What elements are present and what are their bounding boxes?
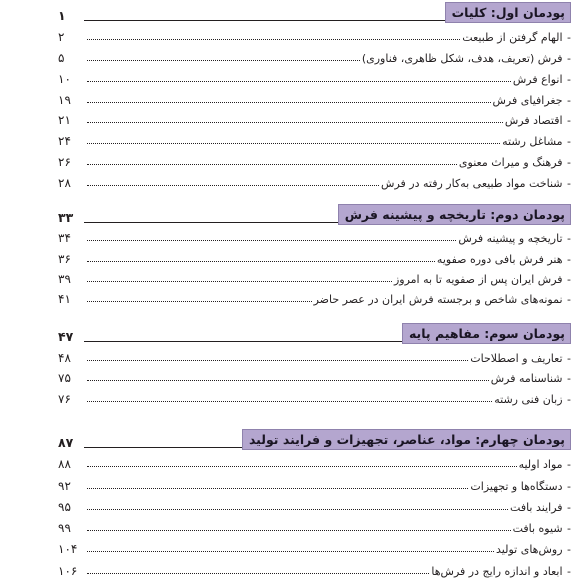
toc-entry-label (457, 156, 571, 169)
section-page-number: ۴۷ (58, 329, 74, 344)
toc-entry[interactable] (58, 385, 571, 406)
toc-entry-label (489, 372, 571, 385)
dash-bullet-icon: - (563, 252, 571, 266)
toc-section (58, 429, 571, 578)
section-title: پودمان چهارم: مواد، عناصر، تجهیزات و فرایند تولید (242, 429, 571, 450)
section-heading[interactable] (58, 204, 571, 225)
leader-dots (87, 102, 491, 103)
toc-entry[interactable] (58, 471, 571, 492)
toc-entry[interactable] (58, 556, 571, 577)
dash-bullet-icon: - (563, 135, 571, 149)
leader-dots (87, 380, 489, 381)
toc-entry[interactable] (58, 65, 571, 86)
section-page-number: ۳۳ (58, 210, 74, 225)
dash-bullet-icon: - (563, 293, 571, 307)
toc-entry[interactable] (58, 365, 571, 386)
toc-entry-label (460, 31, 571, 44)
toc-entry[interactable] (58, 535, 571, 556)
section-heading[interactable] (58, 2, 571, 23)
toc-entry[interactable] (58, 44, 571, 65)
toc-entry[interactable] (58, 266, 571, 286)
section-page-number: ۸۷ (58, 435, 74, 450)
leader-dots (87, 240, 456, 241)
toc-entry-text: شناخت مواد طبیعی به‌کار رفته در فرش (381, 177, 563, 191)
toc-entry-page-number: ۲۶ (58, 155, 71, 170)
toc-entry-label (312, 293, 571, 306)
toc-entry[interactable] (58, 514, 571, 535)
toc-entry[interactable] (58, 127, 571, 148)
toc-entry-text: شیوه بافت (512, 522, 563, 536)
dash-bullet-icon: - (563, 564, 571, 578)
leader-dots (87, 281, 392, 282)
dash-bullet-icon: - (563, 351, 571, 365)
section-rule (84, 222, 338, 223)
toc-entry-text: تاریخچه و پیشینه فرش (458, 232, 563, 246)
section-rule (84, 341, 402, 342)
dash-bullet-icon: - (563, 372, 571, 385)
toc-entry-text: فرش (تعریف، هدف، شکل ظاهری، فناوری) (361, 51, 563, 65)
dash-bullet-icon: - (563, 51, 571, 65)
toc-entry-label (468, 352, 571, 365)
toc-entry-page-number: ۳۶ (58, 251, 71, 266)
toc-entry-text: هنر فرش بافی دوره صفویه (436, 252, 563, 266)
leader-dots (87, 509, 508, 510)
toc-section (58, 204, 571, 306)
toc-entry-label (360, 52, 571, 65)
toc-entry-text: ابعاد و اندازه رایج در فرش‌ها (431, 564, 563, 578)
toc-entry-page-number: ۲۱ (58, 113, 71, 128)
toc-entry-page-number: ۱۹ (58, 92, 71, 107)
toc-entry[interactable] (58, 245, 571, 265)
dash-bullet-icon: - (563, 177, 571, 191)
toc-entry-label (503, 114, 571, 127)
toc-entry-text: فرایند بافت (510, 500, 563, 514)
toc-entry-label (456, 232, 571, 245)
leader-dots (87, 401, 492, 402)
toc-entry-page-number: ۱۰ (58, 71, 71, 86)
toc-entry[interactable] (58, 86, 571, 107)
leader-dots (87, 39, 460, 40)
toc-entry-label (517, 458, 571, 471)
toc-entry-label (500, 135, 571, 148)
toc-entry-text: فرش ایران پس از صفویه تا به امروز (393, 272, 563, 286)
leader-dots (87, 122, 503, 123)
dash-bullet-icon: - (563, 232, 571, 246)
toc-entry-label (392, 273, 571, 286)
dash-bullet-icon: - (563, 500, 571, 514)
toc-entry-page-number: ۳۴ (58, 231, 71, 246)
toc-entry-page-number: ۷۵ (58, 371, 71, 385)
leader-dots (87, 530, 511, 531)
dash-bullet-icon: - (563, 272, 571, 286)
toc-entry-label (379, 177, 571, 190)
leader-dots (87, 466, 517, 467)
toc-entry-label (492, 393, 571, 406)
toc-entry-text: جغرافیای فرش (492, 93, 563, 107)
toc-entry-label (435, 253, 571, 266)
toc-section (58, 323, 571, 406)
toc-entry[interactable] (58, 450, 571, 471)
toc-entry-page-number: ۴۸ (58, 350, 71, 365)
toc-section (58, 2, 571, 190)
leader-dots (87, 573, 429, 574)
dash-bullet-icon: - (563, 543, 571, 557)
section-rule (84, 447, 242, 448)
toc-entry-page-number: ۳۹ (58, 271, 71, 286)
section-heading[interactable] (58, 323, 571, 344)
toc-entry-label (511, 73, 571, 86)
leader-dots (87, 551, 494, 552)
toc-entry[interactable] (58, 286, 571, 306)
leader-dots (87, 143, 500, 144)
section-page-number: ۱ (58, 8, 66, 23)
toc-entry-page-number: ۹۵ (58, 499, 71, 514)
toc-entry-page-number: ۲۴ (58, 134, 71, 149)
toc-entry-page-number: ۲۸ (58, 176, 71, 191)
section-title: پودمان اول: کلیات (445, 2, 571, 23)
leader-dots (87, 185, 379, 186)
leader-dots (87, 164, 457, 165)
toc-entry-page-number: ۸۸ (58, 457, 71, 472)
toc-entry-page-number: ۱۰۴ (58, 542, 78, 557)
leader-dots (87, 60, 360, 61)
toc-entry-label (494, 543, 571, 556)
leader-dots (87, 261, 435, 262)
toc-entry[interactable] (58, 344, 571, 365)
dash-bullet-icon: - (563, 93, 571, 107)
dash-bullet-icon: - (563, 458, 571, 472)
toc-entry[interactable] (58, 225, 571, 245)
toc-entry[interactable] (58, 169, 571, 190)
leader-dots (87, 301, 312, 302)
toc-entry-text: مواد اولیه (518, 458, 563, 472)
section-rule (84, 20, 445, 21)
dash-bullet-icon: - (563, 72, 571, 86)
toc-entry-text: تعاریف و اصطلاحات (470, 351, 563, 365)
leader-dots (87, 488, 468, 489)
toc-entry-text: روش‌های تولید (496, 543, 563, 557)
toc-entry-text: دستگاه‌ها و تجهیزات (470, 479, 563, 493)
toc-entry-text: اقتصاد فرش (504, 114, 563, 128)
toc-entry-text: فرهنگ و میراث معنوی (458, 156, 563, 170)
dash-bullet-icon: - (563, 30, 571, 44)
leader-dots (87, 360, 468, 361)
toc-entry[interactable] (58, 148, 571, 169)
toc-entry-label (508, 501, 571, 514)
toc-entry-label (511, 522, 571, 535)
toc-entry-text: شناسنامه فرش (490, 372, 563, 385)
section-title: پودمان سوم: مفاهیم پایه (402, 323, 571, 344)
toc-entry-text: نمونه‌های شاخص و برجسته فرش ایران در عصر حاضر (313, 293, 563, 307)
dash-bullet-icon: - (563, 392, 571, 406)
toc-entry[interactable] (58, 493, 571, 514)
dash-bullet-icon: - (563, 114, 571, 128)
dash-bullet-icon: - (563, 522, 571, 536)
toc-entry-label (468, 480, 571, 493)
toc-entry-page-number: ۴۱ (58, 292, 71, 307)
dash-bullet-icon: - (563, 156, 571, 170)
toc-entry-page-number: ۱۰۶ (58, 563, 78, 578)
toc-entry-label (491, 94, 572, 107)
section-title: پودمان دوم: تاریخچه و پیشینه فرش (338, 204, 571, 225)
toc-entry-page-number: ۹۹ (58, 521, 71, 536)
toc-entry-text: زبان فنی رشته (494, 392, 563, 406)
toc-entry-text: مشاغل رشته (502, 135, 563, 149)
toc-entry-text: الهام گرفتن از طبیعت (462, 30, 563, 44)
dash-bullet-icon: - (563, 479, 571, 493)
toc-entry[interactable] (58, 23, 571, 44)
leader-dots (87, 81, 511, 82)
toc-entry-page-number: ۲ (58, 29, 65, 44)
toc-entry-page-number: ۹۲ (58, 478, 71, 493)
section-heading[interactable] (58, 429, 571, 450)
toc-entry-page-number: ۷۶ (58, 391, 71, 406)
toc-entry[interactable] (58, 107, 571, 128)
toc-entry-text: انواع فرش (512, 72, 563, 86)
toc-entry-page-number: ۵ (58, 50, 65, 65)
